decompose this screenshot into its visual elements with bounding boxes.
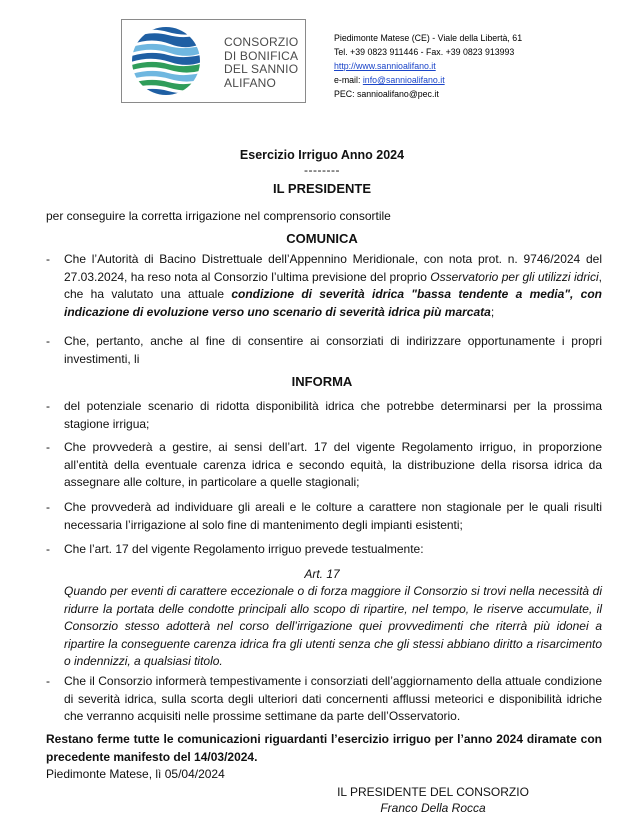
text-segment-italic: Osservatorio per gli utilizzi idrici [430, 269, 599, 284]
text-segment: Che l’Autorità di Bacino Distrettuale dell’Appennino Meridionale, con nota prot. n. 9746/2024 del 27.03.2024, ha reso nota al Consorzio l’ultima previsione del proprio [64, 252, 602, 284]
heading-president: IL PRESIDENTE [272, 181, 371, 196]
phone-line: Tel. +39 0823 911446 - Fax. +39 0823 913993 [334, 47, 515, 58]
list-item [46, 499, 602, 534]
bullet-dash: - [46, 334, 50, 348]
email-label: e-mail: [334, 75, 363, 86]
logo-line: DI BONIFICA [224, 48, 299, 63]
list-item [46, 251, 602, 321]
list-item [46, 333, 602, 368]
signature-name: Franco Della Rocca [380, 801, 486, 815]
bullet-dash: - [46, 252, 50, 266]
article-text: Quando per eventi di carattere eccezionale o di forza maggiore il Consorzio si trovi nella necessità di ridurre la portata delle condotte principali allo scopo di ripartire, nel tempo, le riserve accumulate, il Consorzio stesso adotterà nel corso dell’irrigazione quei provvedimenti che riterrà più idonei a ripartire la conseguente carenza idrica fra gli utenti senza che gli stessi abbiano diritto a risarcimento o indennizzi, a qualsiasi titolo. [64, 584, 602, 668]
website-link[interactable]: http://www.sannioalifano.it [334, 61, 436, 72]
text-segment: , che ha valutato una attuale [64, 269, 602, 301]
list-item-text [64, 251, 602, 321]
list-item [46, 673, 602, 726]
bullet-dash: - [46, 399, 50, 413]
list-item-text: Che l’art. 17 del vigente Regolamento irriguo prevede testualmente: [64, 542, 424, 556]
intro-text: per conseguire la corretta irrigazione nel comprensorio consortile [46, 209, 391, 223]
text-segment: ; [490, 304, 495, 319]
pec-address: sannioalifano@pec.it [356, 89, 439, 100]
heading-informa: INFORMA [291, 374, 353, 389]
heading-comunica: COMUNICA [286, 231, 358, 246]
consortium-logo [121, 19, 306, 103]
list-item-text: Che provvederà ad individuare gli areali e le colture a carattere non stagionale per le quali risulti necessaria l’irrigazione al solo fine di mantenimento degli impianti esistenti; [64, 500, 602, 532]
list-item-text: Che provvederà a gestire, ai sensi dell’art. 17 del vigente Regolamento irriguo, in proporzione all’entità della eventuale carenza idrica e secondo equità, la distribuzione della risorsa idrica da assegnare alle colture, in particolare a quelle stagionali; [64, 440, 602, 489]
bullet-dash: - [46, 674, 50, 688]
signature-title: IL PRESIDENTE DEL CONSORZIO [337, 785, 529, 799]
logo-line: ALIFANO [224, 75, 277, 90]
list-item-text: del potenziale scenario di ridotta disponibilità idrica che potrebbe determinarsi per la prossima stagione irrigua; [64, 399, 602, 431]
contact-info [334, 31, 624, 101]
article-title: Art. 17 [304, 567, 340, 581]
bullet-dash: - [46, 440, 50, 454]
title-separator: -------- [304, 163, 340, 177]
list-item [46, 541, 602, 559]
closing-statement: Restano ferme tutte le comunicazioni riguardanti l’esercizio irriguo per l’anno 2024 diramate con precedente manifesto del 14/03/2024. [46, 732, 602, 764]
document-title: Esercizio Irriguo Anno 2024 [239, 148, 405, 162]
place-date: Piedimonte Matese, lì 05/04/2024 [46, 767, 225, 781]
list-item [46, 398, 602, 433]
list-item-text: Che, pertanto, anche al fine di consentire ai consorziati di indirizzare opportunamente i propri investimenti, li [64, 334, 602, 366]
logo-line: DEL SANNIO [224, 62, 299, 76]
bullet-dash: - [46, 542, 50, 556]
logo-line: CONSORZIO [224, 35, 299, 49]
water-waves-logo-icon [128, 24, 206, 98]
pec-label: PEC: [334, 89, 357, 100]
email-link[interactable]: info@sannioalifano.it [362, 75, 445, 86]
list-item-text: Che il Consorzio informerà tempestivamente i consorziati dell’aggiornamento della attuale condizione di severità idrica, sulla scorta degli ulteriori dati concernenti afflussi meteorici e disponibilità idriche che verranno acquisiti nelle prossime settimane da parte dell’Osservatorio. [64, 674, 602, 723]
address-line: Piedimonte Matese (CE) - Viale della Libertà, 61 [334, 33, 523, 43]
bullet-dash: - [46, 500, 50, 514]
text-segment-bold-italic: condizione di severità idrica "bassa tendente a media", con indicazione di evoluzione verso uno scenario di severità idrica più marcata [64, 287, 602, 319]
logo-wordmark [224, 36, 306, 90]
list-item [46, 439, 602, 492]
